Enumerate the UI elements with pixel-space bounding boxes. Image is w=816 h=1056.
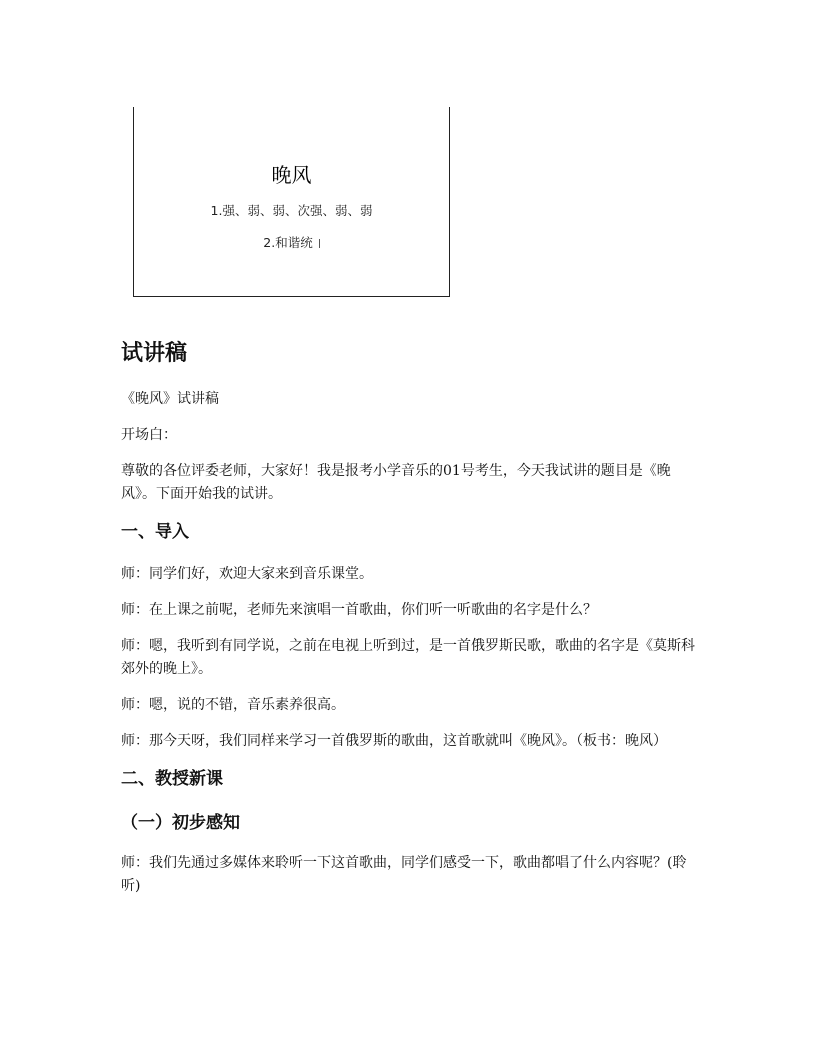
board-title: 晚风: [271, 163, 312, 187]
text-cursor-icon: [319, 239, 320, 248]
board-line-2-wrap: [134, 233, 449, 251]
opening-label: 开场白：: [121, 427, 177, 443]
board-line-2: 2.和谐统: [263, 235, 313, 250]
opening-text: 尊敬的各位评委老师，大家好！我是报考小学音乐的01号考生，今天我试讲的题目是《晚风》。下面开始我的试讲。: [121, 463, 671, 502]
paragraph: 师：我们先通过多媒体来聆听一下这首歌曲，同学们感受一下，歌曲都唱了什么内容呢？(聆听): [121, 855, 687, 894]
section-heading-new-lesson: 二、教授新课: [121, 769, 223, 789]
subsection-heading-perception: （一）初步感知: [121, 813, 240, 833]
board-line-1: 1.强、弱、弱、次强、弱、弱: [210, 203, 373, 218]
document-body: [121, 338, 701, 911]
section-heading-intro: 一、导入: [121, 522, 189, 542]
paragraph: 师：在上课之前呢，老师先来演唱一首歌曲，你们听一听歌曲的名字是什么？: [121, 602, 597, 618]
document-title: 试讲稿: [121, 341, 188, 366]
paragraph: 师：嗯，我听到有同学说，之前在电视上听到过，是一首俄罗斯民歌，歌曲的名字是《莫斯科郊外的晚上》。: [121, 638, 695, 677]
paragraph: 师：同学们好，欢迎大家来到音乐课堂。: [121, 566, 373, 582]
board-writing-figure: [133, 107, 450, 297]
paragraph: 师：嗯，说的不错，音乐素养很高。: [121, 697, 345, 713]
paragraph: 师：那今天呀，我们同样来学习一首俄罗斯的歌曲，这首歌就叫《晚风》。（板书：晚风）: [121, 733, 667, 749]
document-subtitle: 《晚风》试讲稿: [121, 391, 219, 407]
